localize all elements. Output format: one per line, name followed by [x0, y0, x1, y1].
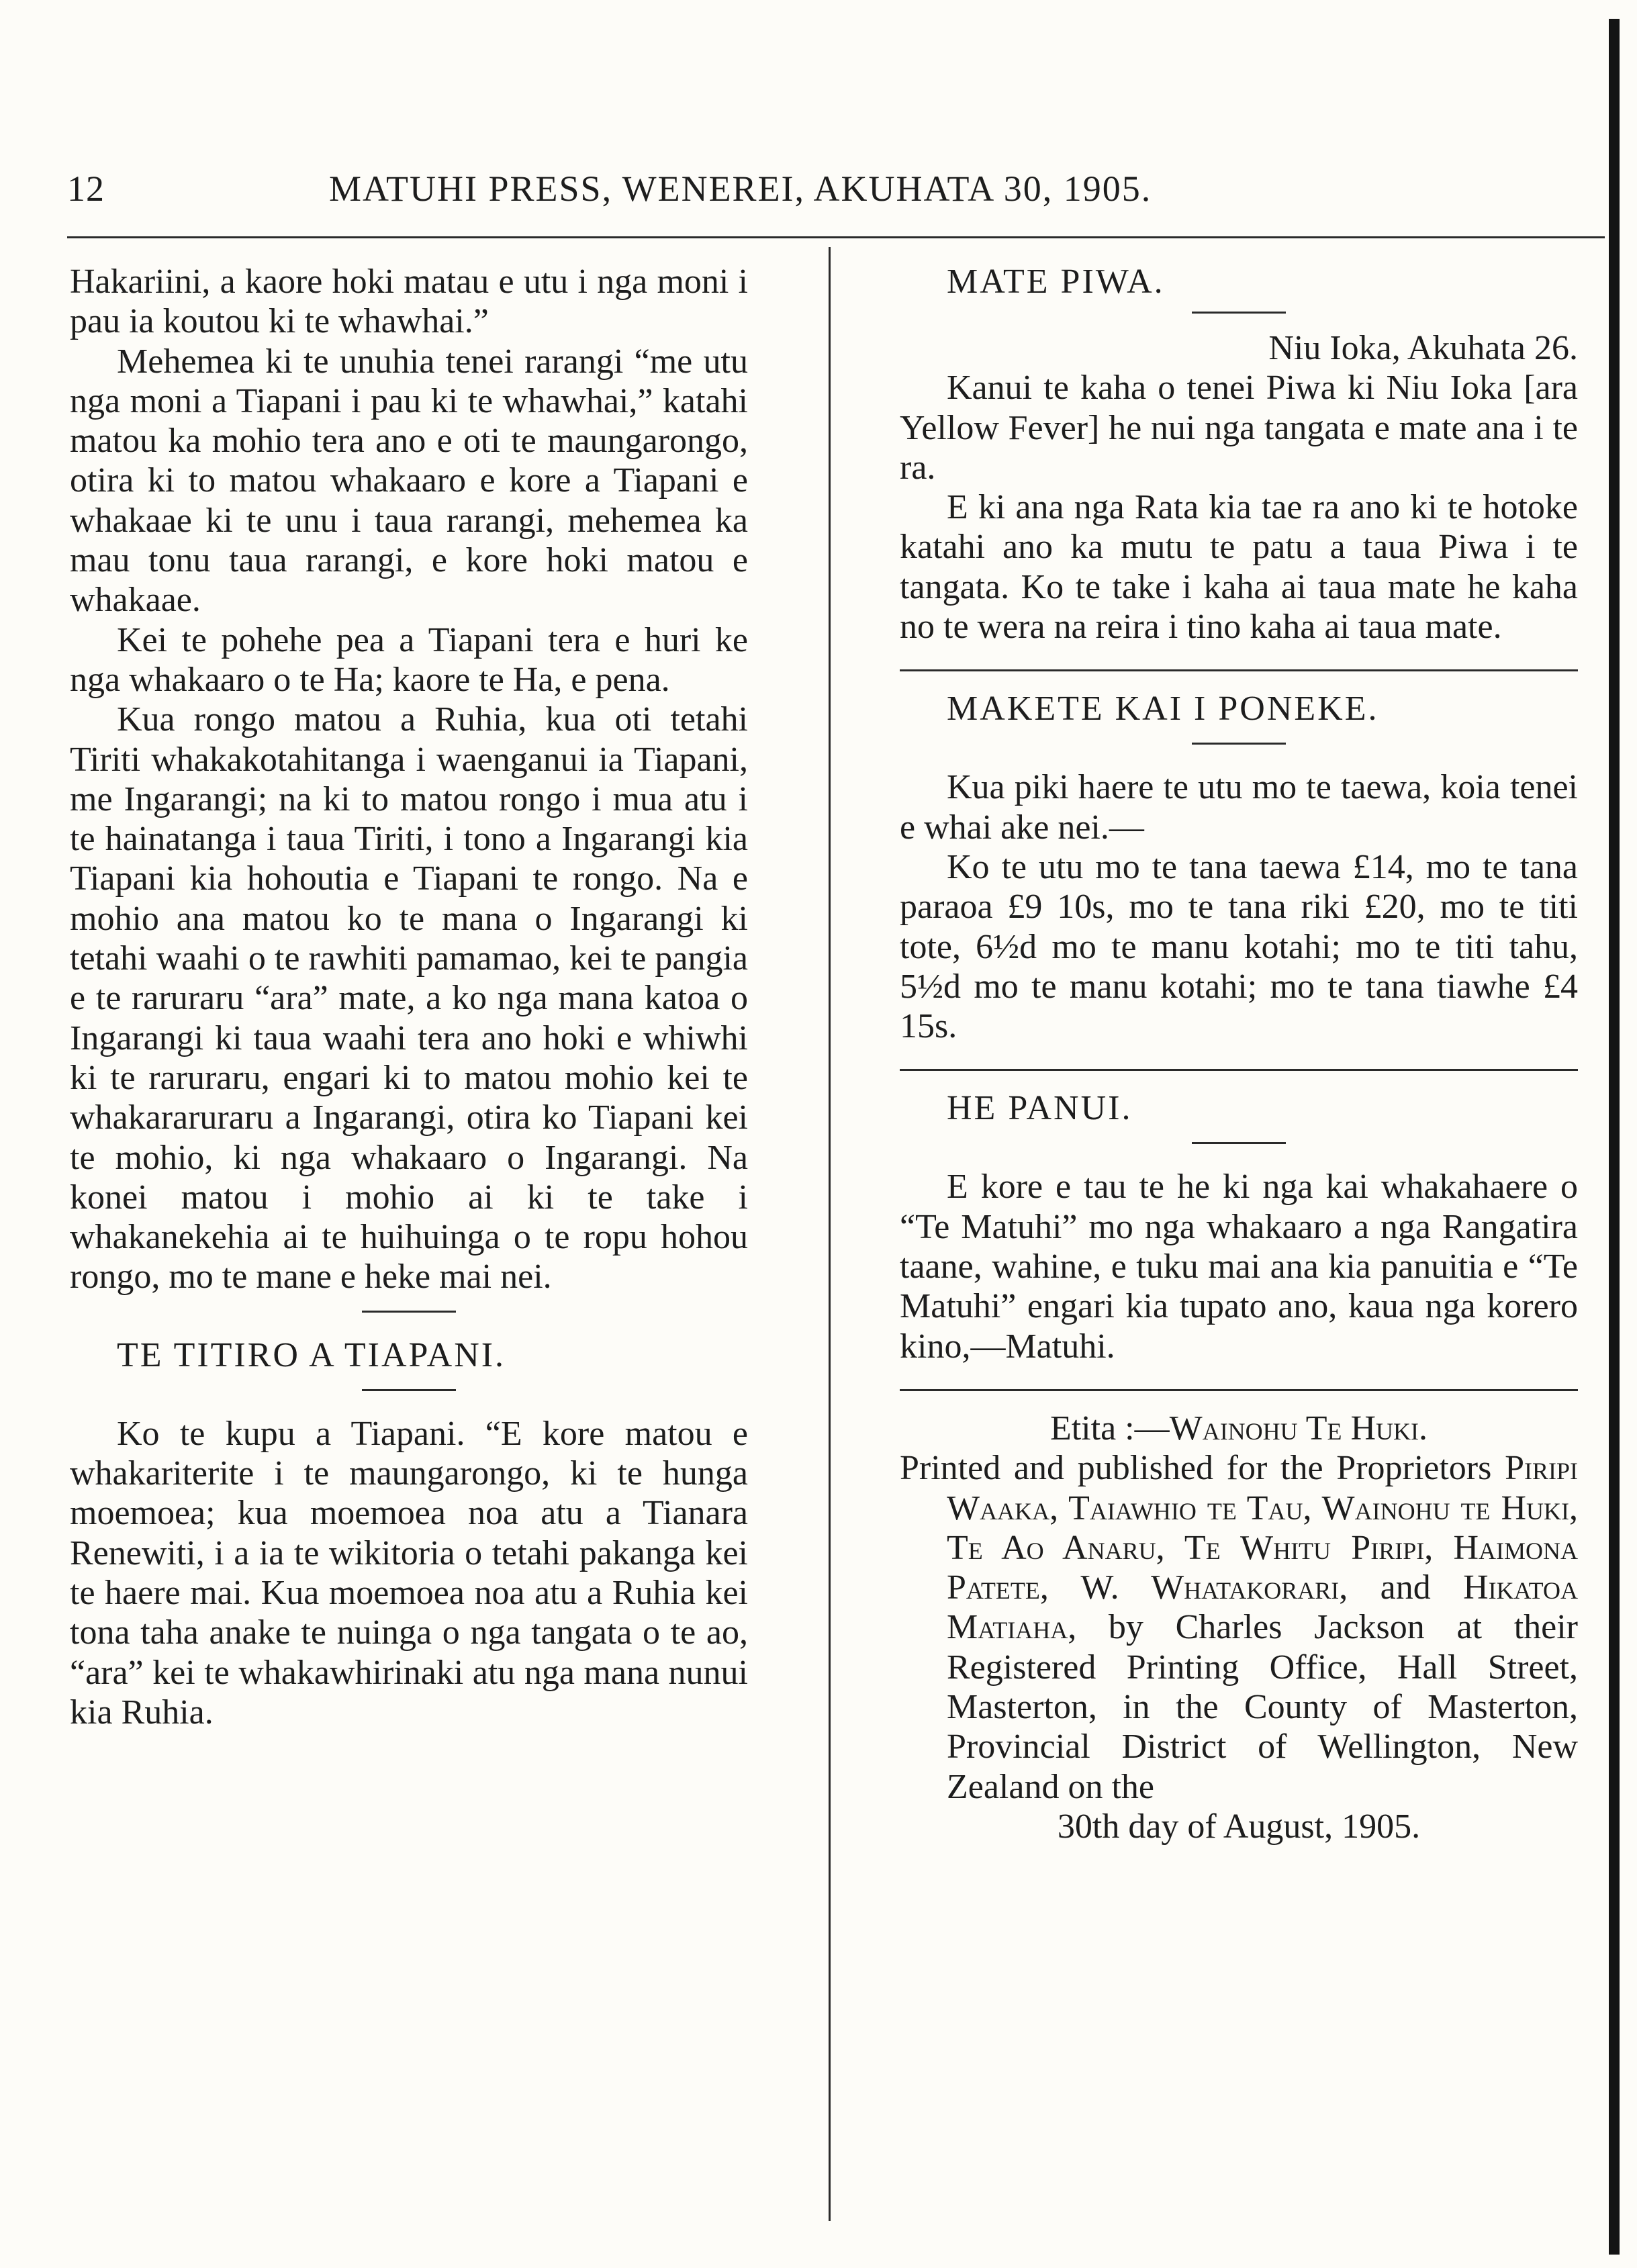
imprint-pre: Printed and published for the Proprietors	[900, 1449, 1505, 1488]
imprint-paragraph	[900, 1448, 1578, 1807]
article-title-makete: MAKETE KAI I PONEKE.	[947, 690, 1379, 728]
title-rule	[362, 1389, 456, 1391]
paragraph: Kua rongo matou a Ruhia, kua oti tetahi Tiriti whakakotahitanga i waenganui ia Tiapani, me Ingarangi; na ki to matou rongo i mua atu i te hainatanga i taua Tiriti, i tono a Ingarangi kia Tiapani kia hohoutia e Tiapani te rongo. Na e mohio ana matou ko te mana o Ingarangi ki tetahi waahi o te rawhiti pamamao, kei te pangia e te raruraru “ara” mate, a ko nga mana katoa o Ingarangi ki taua waahi tera ano hoki e whiwhi ki te raruraru, engari ki to matou mohio kei te whakararuraru a Ingarangi, otira ko Tiapani kei te mohio, ki nga whakaaro o Ingarangi. Na konei matou i mohio ai ki te take i whakanekehia ai te huihuinga o te ropu hohou rongo, mo te mane e heke mai nei.	[70, 700, 748, 1296]
article-title-panui: HE PANUI.	[947, 1089, 1133, 1128]
paragraph: Ko te utu mo te tana taewa £14, mo te tana paraoa £9 10s, mo te tana riki £20, mo te titi tote, 6½d mo te manu kotahi; mo te titi tahu, 5½d mo te manu kotahi; mo te tana tiawhe £4 15s.	[900, 847, 1578, 1046]
paragraph: Hakariini, a kaore hoki matau e utu i nga moni i pau ia koutou ki te whawhai.”	[70, 263, 748, 341]
title-rule	[1192, 743, 1286, 745]
last-proprietor: Hikatoa Matiaha,	[947, 1568, 1578, 1647]
imprint-and: and	[1348, 1568, 1464, 1607]
right-column	[900, 262, 1578, 1846]
section-rule	[900, 1069, 1578, 1071]
editor-line	[900, 1409, 1578, 1448]
editor-name: Wainohu Te Huki.	[1169, 1409, 1428, 1448]
paragraph: E ki ana nga Rata kia tae ra ano ki te hotoke katahi ano ka mutu te patu a taua Piwa i te tangata. Ko te take i kaha ai taua mate he kaha no te wera na reira i tino kaha ai taua mate.	[900, 488, 1578, 647]
paragraph: Mehemea ki te unuhia tenei rarangi “me utu nga moni a Tiapani i pau ki te whawhai,” katahi matou ka mohio tera ano e oti te maungarongo, otira ki to matou whakaaro e kore a Tiapani e whakaae ki te unu i taua rarangi, mehemea ka mau tonu taua rarangi, e kore hoki matou e whakaae.	[70, 342, 748, 620]
dateline: Niu Ioka, Akuhata 26.	[1268, 329, 1578, 367]
column-divider	[829, 247, 831, 2221]
header-rule	[67, 236, 1605, 238]
paragraph: Kanui te kaha o tenei Piwa ki Niu Ioka [ara Yellow Fever] he nui nga tangata e mate ana i te ra.	[900, 369, 1578, 487]
article-title-mate-piwa: MATE PIWA.	[947, 263, 1165, 301]
imprint-date: 30th day of August, 1905.	[1057, 1807, 1421, 1846]
masthead: MATUHI PRESS, WENEREI, AKUHATA 30, 1905.	[329, 169, 1152, 209]
section-rule	[900, 669, 1578, 671]
page-edge-shadow	[1609, 19, 1620, 2255]
paragraph: Ko te kupu a Tiapani. “E kore matou e whakariterite i te maungarongo, ki te hunga moemoea; kua moemoea noa atu a Tianara Renewiti, i a ia te wikitoria o tetahi pakanga kei te haere mai. Kua moemoea noa atu a Ruhia kei tona taha anake te nuinga o nga tangata o te ao, “ara” kei te whakawhirinaki atu nga mana nunui kia Ruhia.	[70, 1414, 748, 1732]
page-header	[67, 168, 1605, 222]
paragraph: Kei te pohehe pea a Tiapani tera e huri ke nga whakaaro o te Ha; kaore te Ha, e pena.	[70, 620, 748, 699]
editor-label: Etita :—	[1049, 1409, 1170, 1448]
section-rule	[900, 1389, 1578, 1391]
proprietors: Piripi Waaka, Taiawhio te Tau, Wainohu te Huki, Te Ao Anaru, Te Whitu Piripi, Haimona Patete, W. Whatakorari,	[947, 1449, 1578, 1607]
title-rule	[1192, 312, 1286, 314]
paragraph: Kua piki haere te utu mo te taewa, koia tenei e whai ake nei.—	[900, 768, 1578, 847]
section-rule	[362, 1311, 456, 1313]
paragraph: E kore e tau te he ki nga kai whakahaere o “Te Matuhi” mo nga whakaaro a nga Rangatira taane, wahine, e tuku mai ana kia panuitia e “Te Matuhi” engari kia tupato ano, kaua nga korero kino,—Matuhi.	[900, 1168, 1578, 1366]
section-title: TE TITIRO A TIAPANI.	[117, 1335, 506, 1374]
left-column	[70, 262, 748, 1732]
imprint-post: by Charles Jackson at their Registered Printing Office, Hall Street, Masterton, in the County of Masterton, Provincial District of Wellington, New Zealand on the	[947, 1608, 1578, 1806]
title-rule	[1192, 1142, 1286, 1144]
page-number: 12	[67, 169, 105, 209]
